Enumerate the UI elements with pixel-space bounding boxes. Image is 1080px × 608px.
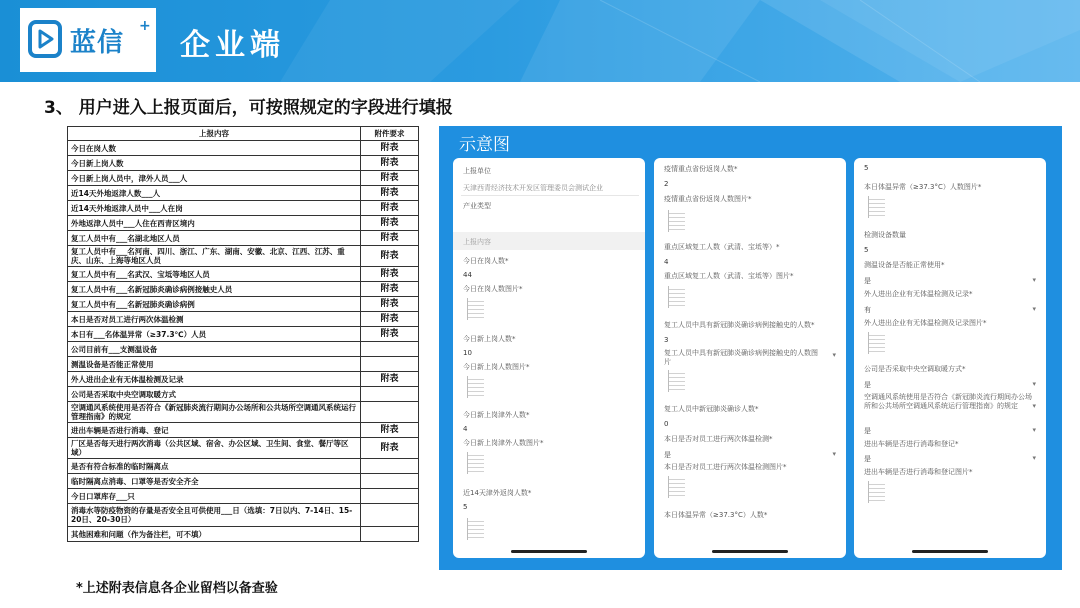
field-value[interactable]: 44 xyxy=(463,271,472,279)
image-thumbnail[interactable] xyxy=(668,370,685,392)
row-attachment xyxy=(361,504,419,527)
chevron-down-icon[interactable]: ▾ xyxy=(832,450,836,458)
field-label: 复工人员中具有新冠肺炎确诊病例接触史的人数图片 xyxy=(664,349,818,366)
row-content: 其他困难和问题（作为备注栏，可不填） xyxy=(68,527,361,542)
row-attachment xyxy=(361,527,419,542)
chevron-down-icon[interactable]: ▾ xyxy=(832,351,836,359)
section-title: 上报内容 xyxy=(463,238,491,246)
row-attachment xyxy=(361,474,419,489)
table-row xyxy=(68,474,419,489)
home-indicator xyxy=(511,550,587,553)
row-attachment: 附表 xyxy=(361,327,419,342)
field-label: 外人进出企业有无体温检测及记录图片* xyxy=(864,319,987,327)
row-attachment: 附表 xyxy=(361,246,419,267)
row-content: 测温设备是否能正常使用 xyxy=(68,357,361,372)
row-attachment: 附表 xyxy=(361,141,419,156)
field-label: 测温设备是否能正常使用* xyxy=(864,261,945,269)
table-row xyxy=(68,357,419,372)
chevron-down-icon[interactable]: ▾ xyxy=(1032,402,1036,410)
field-label: 本日体温异常（≥37.3°C）人数图片* xyxy=(864,183,982,191)
field-label: 重点区域复工人数（武清、宝坻等）图片* xyxy=(664,272,794,280)
home-indicator xyxy=(912,550,988,553)
image-thumbnail[interactable] xyxy=(467,452,484,474)
chevron-down-icon[interactable]: ▾ xyxy=(1032,305,1036,313)
image-thumbnail[interactable] xyxy=(668,476,685,498)
image-thumbnail[interactable] xyxy=(868,196,885,218)
row-attachment xyxy=(361,357,419,372)
field-label: 今日在岗人数图片* xyxy=(463,285,523,293)
row-content: 复工人员中有___名武汉、宝坻等地区人员 xyxy=(68,267,361,282)
footnote: *上述附表信息各企业留档以备查验 xyxy=(76,581,278,596)
field-label: 今日新上岗人数图片* xyxy=(463,363,530,371)
row-attachment: 附表 xyxy=(361,216,419,231)
divider xyxy=(461,195,639,196)
table-row xyxy=(68,141,419,156)
row-attachment: 附表 xyxy=(361,438,419,459)
field-value[interactable]: 3 xyxy=(664,336,669,344)
row-attachment xyxy=(361,489,419,504)
logo-text: 蓝信 xyxy=(70,28,125,58)
table-row xyxy=(68,156,419,171)
row-content: 是否有符合标准的临时隔离点 xyxy=(68,459,361,474)
row-content: 厂区是否每天进行两次消毒（公共区域、宿舍、办公区域、卫生间、食堂、餐厅等区域） xyxy=(68,438,361,459)
row-content: 本日是否对员工进行两次体温检测 xyxy=(68,312,361,327)
logo-plus: + xyxy=(139,18,151,34)
row-attachment: 附表 xyxy=(361,423,419,438)
select-value[interactable]: 是 xyxy=(864,277,871,285)
row-content: 近14天外地返津人员中___人在岗 xyxy=(68,201,361,216)
select-value[interactable]: 是 xyxy=(864,455,871,463)
chevron-down-icon[interactable]: ▾ xyxy=(1032,380,1036,388)
row-content: 复工人员中有___名河南、四川、浙江、广东、湖南、安徽、北京、江西、江苏、重庆、山东、上海等地区人员 xyxy=(68,246,361,267)
select-value[interactable]: 有 xyxy=(864,306,871,314)
field-value[interactable]: 10 xyxy=(463,349,472,357)
row-attachment: 附表 xyxy=(361,231,419,246)
image-thumbnail[interactable] xyxy=(668,210,685,232)
chevron-down-icon[interactable]: ▾ xyxy=(1032,276,1036,284)
field-value[interactable]: 0 xyxy=(664,420,669,428)
chevron-down-icon[interactable]: ▾ xyxy=(1032,454,1036,462)
table-row xyxy=(68,402,419,423)
image-thumbnail[interactable] xyxy=(467,376,484,398)
select-value[interactable]: 是 xyxy=(664,451,671,459)
table-row xyxy=(68,186,419,201)
header-banner xyxy=(0,0,1080,82)
row-attachment xyxy=(361,459,419,474)
field-label: 公司是否采取中央空调取暖方式* xyxy=(864,365,966,373)
field-label: 疫情重点省份返岗人数图片* xyxy=(664,195,752,203)
row-attachment xyxy=(361,387,419,402)
table-row xyxy=(68,504,419,527)
row-attachment: 附表 xyxy=(361,282,419,297)
field-label: 空调通风系统使用是否符合《新冠肺炎流行期间办公场所和公共场所空调通风系统运行管理指南》的规定 xyxy=(864,393,1032,410)
row-content: 复工人员中有___名湖北地区人员 xyxy=(68,231,361,246)
section-header xyxy=(453,232,645,250)
table-row xyxy=(68,372,419,387)
row-content: 今日在岗人数 xyxy=(68,141,361,156)
row-content: 消毒水等防疫物资的存量是否安全且可供使用___日（选填：7日以内、7-14日、15-20日、20-30日） xyxy=(68,504,361,527)
select-value[interactable]: 是 xyxy=(864,427,871,435)
row-attachment: 附表 xyxy=(361,201,419,216)
image-thumbnail[interactable] xyxy=(868,481,885,503)
field-label: 疫情重点省份返岗人数* xyxy=(664,165,738,173)
image-thumbnail[interactable] xyxy=(868,332,885,354)
lanxin-logo xyxy=(20,8,156,72)
field-label: 近14天津外返岗人数* xyxy=(463,489,532,497)
phone-screen-2 xyxy=(654,158,846,558)
banner-pattern xyxy=(0,0,1080,82)
table-header-row xyxy=(68,127,419,141)
row-attachment xyxy=(361,402,419,423)
table-row xyxy=(68,282,419,297)
row-content: 外人进出企业有无体温检测及记录 xyxy=(68,372,361,387)
field-value[interactable]: 5 xyxy=(864,164,869,172)
image-thumbnail[interactable] xyxy=(668,286,685,308)
field-label: 本日体温异常（≥37.3°C）人数* xyxy=(664,511,768,519)
step-instruction: 3、 用户进入上报页面后，可按照规定的字段进行填报 xyxy=(44,98,453,118)
row-attachment: 附表 xyxy=(361,297,419,312)
table-row xyxy=(68,312,419,327)
table-header-content: 上报内容 xyxy=(68,127,361,141)
field-label: 今日新上岗津外人数图片* xyxy=(463,439,544,447)
table-row xyxy=(68,171,419,186)
lanxin-logo-icon xyxy=(28,20,64,60)
field-label: 本日是否对员工进行两次体温检测图片* xyxy=(664,463,787,471)
row-content: 复工人员中有___名新冠肺炎确诊病例接触史人员 xyxy=(68,282,361,297)
field-value[interactable]: 5 xyxy=(463,503,468,511)
row-content: 本日有___名体温异常（≥37.3℃）人员 xyxy=(68,327,361,342)
home-indicator xyxy=(712,550,788,553)
field-value[interactable]: 5 xyxy=(864,246,869,254)
row-content: 今日口罩库存___只 xyxy=(68,489,361,504)
row-content: 复工人员中有___名新冠肺炎确诊病例 xyxy=(68,297,361,312)
row-attachment xyxy=(361,342,419,357)
field-label: 本日是否对员工进行两次体温检测* xyxy=(664,435,773,443)
row-content: 今日新上岗人数 xyxy=(68,156,361,171)
table-header-attachment: 附件要求 xyxy=(361,127,419,141)
page-title: 企业端 xyxy=(180,28,285,63)
row-attachment: 附表 xyxy=(361,171,419,186)
row-attachment: 附表 xyxy=(361,156,419,171)
industry-label[interactable]: 产业类型 xyxy=(463,202,491,210)
unit-value[interactable]: 天津西青经济技术开发区管理委员会测试企业 xyxy=(463,184,603,192)
table-row xyxy=(68,297,419,312)
row-attachment: 附表 xyxy=(361,267,419,282)
field-label: 今日新上岗津外人数* xyxy=(463,411,530,419)
field-label: 外人进出企业有无体温检测及记录* xyxy=(864,290,973,298)
report-fields-table xyxy=(67,126,419,542)
table-row xyxy=(68,459,419,474)
illustration-panel xyxy=(439,126,1062,570)
row-content: 进出车辆是否进行消毒、登记 xyxy=(68,423,361,438)
row-content: 近14天外地返津人数___人 xyxy=(68,186,361,201)
row-content: 公司目前有___支测温设备 xyxy=(68,342,361,357)
row-content: 空调通风系统使用是否符合《新冠肺炎流行期间办公场所和公共场所空调通风系统运行管理指南》的规定 xyxy=(68,402,361,423)
phone-screen-3 xyxy=(854,158,1046,558)
table-row xyxy=(68,201,419,216)
table-row xyxy=(68,216,419,231)
field-label: 检测设备数量 xyxy=(864,231,906,239)
image-thumbnail[interactable] xyxy=(467,298,484,320)
field-value[interactable]: 4 xyxy=(463,425,468,433)
row-attachment: 附表 xyxy=(361,372,419,387)
table-row xyxy=(68,342,419,357)
table-row xyxy=(68,423,419,438)
row-attachment: 附表 xyxy=(361,312,419,327)
field-label: 进出车辆是否进行消毒和登记* xyxy=(864,440,959,448)
field-label: 复工人员中具有新冠肺炎确诊病例接触史的人数* xyxy=(664,321,815,329)
table-row xyxy=(68,231,419,246)
row-content: 外地返津人员中___人住在西青区境内 xyxy=(68,216,361,231)
panel-title: 示意图 xyxy=(459,135,510,155)
table-row xyxy=(68,267,419,282)
image-thumbnail[interactable] xyxy=(467,518,484,540)
table-row xyxy=(68,387,419,402)
row-content: 临时隔离点消毒、口罩等是否安全齐全 xyxy=(68,474,361,489)
select-value[interactable]: 是 xyxy=(864,381,871,389)
row-attachment: 附表 xyxy=(361,186,419,201)
field-label: 重点区域复工人数（武清、宝坻等）* xyxy=(664,243,780,251)
row-content: 公司是否采取中央空调取暖方式 xyxy=(68,387,361,402)
field-label: 今日在岗人数* xyxy=(463,257,509,265)
row-content: 今日新上岗人员中，津外人员___人 xyxy=(68,171,361,186)
phone-screen-1 xyxy=(453,158,645,558)
table-row xyxy=(68,489,419,504)
table-row xyxy=(68,438,419,459)
table-row xyxy=(68,246,419,267)
field-value[interactable]: 2 xyxy=(664,180,669,188)
table-row xyxy=(68,527,419,542)
field-label: 进出车辆是否进行消毒和登记图片* xyxy=(864,468,973,476)
chevron-down-icon[interactable]: ▾ xyxy=(1032,426,1036,434)
unit-label: 上报单位 xyxy=(463,167,491,175)
field-label: 今日新上岗人数* xyxy=(463,335,516,343)
field-label: 复工人员中新冠肺炎确诊人数* xyxy=(664,405,759,413)
table-row xyxy=(68,327,419,342)
field-value[interactable]: 4 xyxy=(664,258,669,266)
